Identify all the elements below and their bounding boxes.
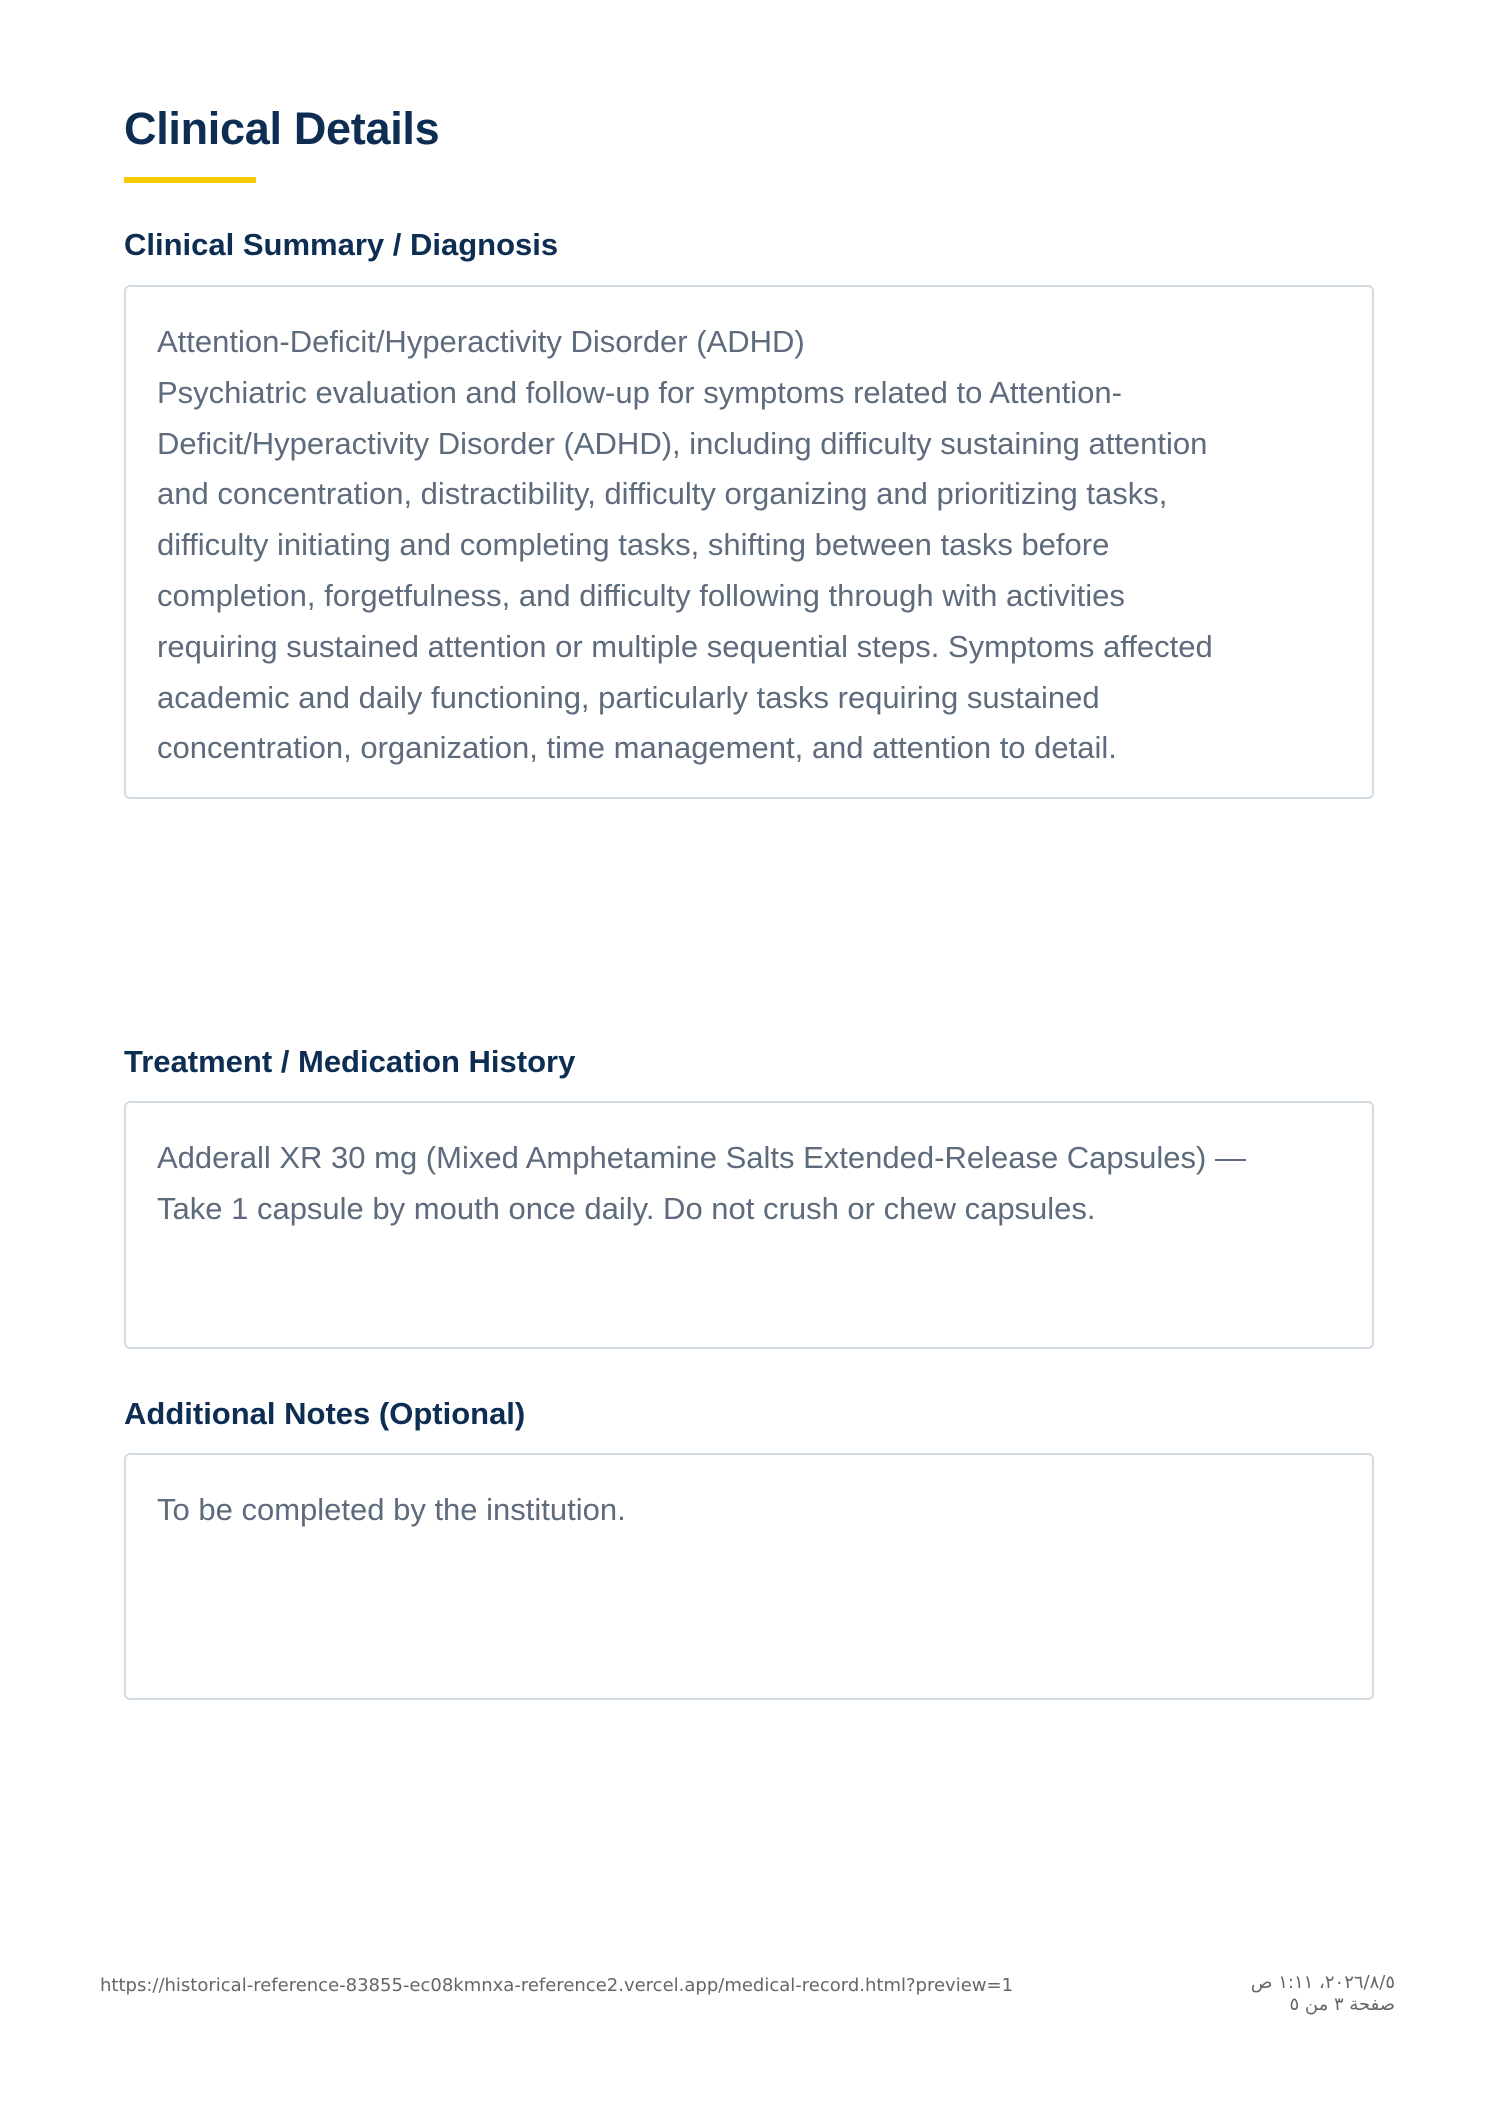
clinical-details-page xyxy=(124,100,1374,1700)
treatment-history-line: Take 1 capsule by mouth once daily. Do not crush or chew capsules. xyxy=(157,1190,1096,1226)
treatment-history-box xyxy=(124,1101,1374,1349)
clinical-summary-line: requiring sustained attention or multiple sequential steps. Symptoms affected xyxy=(157,628,1213,664)
treatment-history-line: Adderall XR 30 mg (Mixed Amphetamine Salts Extended-Release Capsules) — xyxy=(157,1140,1246,1175)
footer-url: https://historical-reference-83855-ec08kmnxa-reference2.vercel.app/medical-record.html?preview=1 xyxy=(100,1975,1014,1996)
clinical-summary-line: Psychiatric evaluation and follow-up for symptoms related to Attention- xyxy=(157,374,1122,410)
footer-page-indicator: صفحة ٣ من ٥ xyxy=(1289,1994,1395,2015)
clinical-summary-box xyxy=(124,285,1374,799)
additional-notes-box xyxy=(124,1453,1374,1700)
additional-notes-heading: Additional Notes (Optional) xyxy=(124,1396,526,1431)
page-title: Clinical Details xyxy=(124,103,440,154)
title-underline xyxy=(124,177,256,183)
treatment-history-heading: Treatment / Medication History xyxy=(124,1044,576,1079)
clinical-summary-heading: Clinical Summary / Diagnosis xyxy=(124,227,559,262)
additional-notes-line: To be completed by the institution. xyxy=(157,1492,626,1527)
clinical-summary-line: concentration, organization, time management, and attention to detail. xyxy=(157,730,1117,766)
footer-datetime: ٢٠٢٦/٨/٥، ١:١١ ص xyxy=(1250,1972,1395,1993)
clinical-summary-line: academic and daily functioning, particularly tasks requiring sustained xyxy=(157,679,1100,715)
clinical-summary-line: completion, forgetfulness, and difficulty following through with activities xyxy=(157,577,1125,613)
clinical-summary-line: and concentration, distractibility, difficulty organizing and prioritizing tasks, xyxy=(157,476,1168,512)
footer-meta xyxy=(1251,1972,1395,2016)
clinical-summary-line: Attention-Deficit/Hyperactivity Disorder (ADHD) xyxy=(157,324,805,359)
clinical-summary-line: Deficit/Hyperactivity Disorder (ADHD), including difficulty sustaining attention xyxy=(157,425,1208,461)
clinical-summary-line: difficulty initiating and completing tasks, shifting between tasks before xyxy=(157,527,1110,563)
